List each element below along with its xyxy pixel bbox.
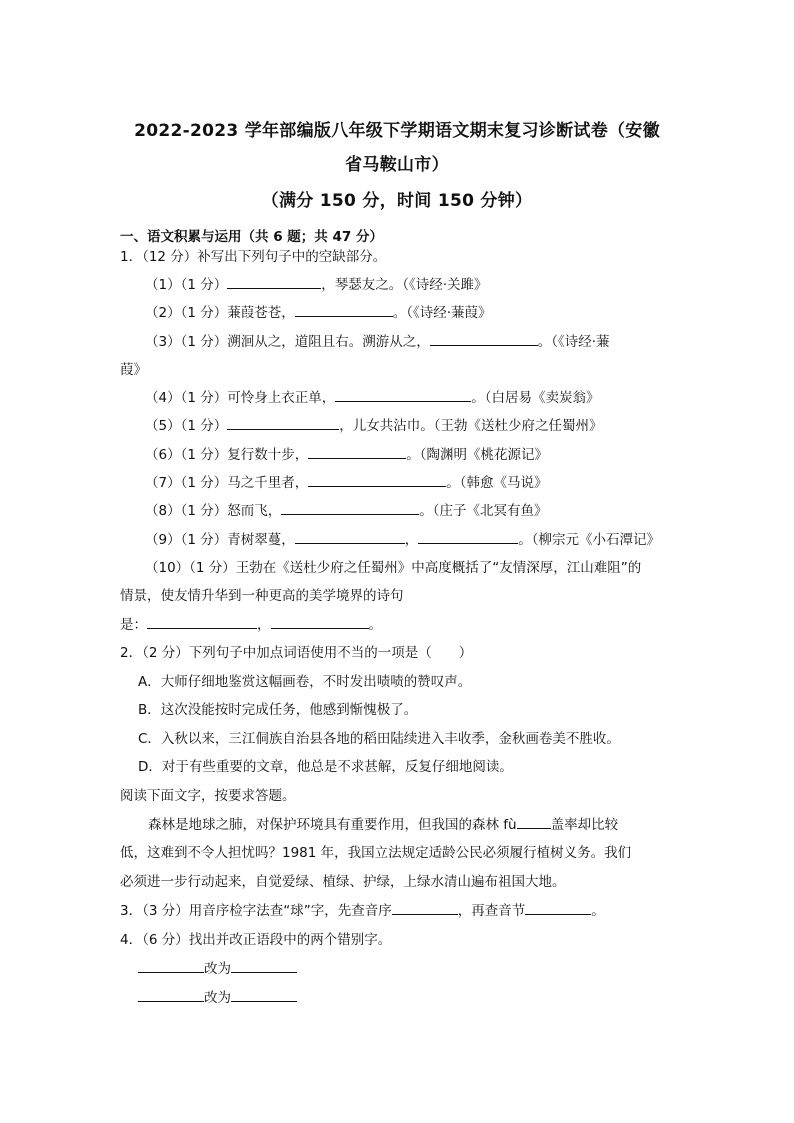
q2-option-b[interactable]: B．这次没能按时完成任务，他感到惭愧极了。 (138, 702, 418, 718)
answer-blank[interactable] (231, 958, 297, 973)
answer-blank[interactable] (430, 331, 538, 346)
answer-blank[interactable] (418, 529, 518, 544)
q3-stem: 3．（3 分）用音序检字法查“球”字，先查音序 ，再查音节 。 (120, 899, 605, 919)
answer-blank[interactable] (308, 444, 406, 459)
exam-title-line2: 省马鞍山市） (345, 155, 449, 175)
answer-blank[interactable] (335, 387, 471, 402)
answer-blank[interactable] (392, 900, 458, 915)
q1-item-1: （1）（1 分） ，琴瑟友之。（《诗经·关雎》 (145, 273, 488, 293)
answer-blank[interactable] (295, 302, 393, 317)
answer-blank[interactable] (295, 529, 405, 544)
exam-title-line1: 2022-2023 学年部编版八年级下学期语文期末复习诊断试卷（安徽 (134, 121, 660, 141)
answer-blank[interactable] (138, 987, 204, 1002)
q1-item-3: （3）（1 分）溯洄从之，道阻且右。溯游从之， 。（《诗经·蒹 (145, 330, 610, 350)
q1-item-10: （10）（1 分）王勃在《送杜少府之任蜀州》中高度概括了“友情深厚，江山难阻”的 (145, 560, 642, 576)
answer-blank[interactable] (147, 614, 257, 629)
q1-item-8: （8）（1 分）怒而飞， 。（庄子《北冥有鱼》 (145, 499, 547, 519)
q1-item-5: （5）（1 分） ，儿女共沾巾。（王勃《送杜少府之任蜀州》 (145, 414, 602, 434)
reading-instruction: 阅读下面文字，按要求答题。 (120, 788, 296, 804)
q1-item-10-line3: 是： ， 。 (120, 613, 382, 633)
q1-item-9: （9）（1 分）青树翠蔓， ， 。（柳宗元《小石潭记》 (145, 528, 660, 548)
q4-stem: 4．（6 分）找出并改正语段中的两个错别字。 (120, 932, 392, 948)
q4-correction-1: 改为 (138, 957, 297, 977)
answer-blank[interactable] (231, 987, 297, 1002)
answer-blank[interactable] (227, 415, 339, 430)
q2-option-d[interactable]: D．对于有些重要的文章，他总是不求甚解，反复仔细地阅读。 (138, 759, 513, 775)
q1-item-10-line2: 情景，使友情升华到一种更高的美学境界的诗句 (120, 588, 404, 604)
q1-item-7: （7）（1 分）马之千里者， 。（韩愈《马说》 (145, 471, 547, 491)
passage-line-1: 森林是地球之肺，对保护环境具有重要作用，但我国的森林 fù 盖率却比较 (148, 813, 618, 833)
exam-subtitle: （满分 150 分，时间 150 分钟） (261, 191, 533, 211)
answer-blank[interactable] (308, 472, 446, 487)
q2-option-a[interactable]: A．大师仔细地鉴赏这幅画卷，不时发出啧啧的赞叹声。 (138, 674, 472, 690)
answer-blank[interactable] (227, 274, 321, 289)
q1-item-2: （2）（1 分）蒹葭苍苍， 。（《诗经·蒹葭》 (145, 301, 492, 321)
q2-stem: 2．（2 分）下列句子中加点词语使用不当的一项是（ ） (120, 645, 473, 661)
q1-item-3-continued: 葭》 (120, 362, 147, 378)
q1-item-6: （6）（1 分）复行数十步， 。（陶渊明《桃花源记》 (145, 443, 548, 463)
section-heading: 一、语文积累与运用（共 6 题；共 47 分） (120, 229, 383, 245)
answer-blank[interactable] (281, 500, 419, 515)
q1-item-4: （4）（1 分）可怜身上衣正单， 。（白居易《卖炭翁》 (145, 386, 599, 406)
q1-stem: 1．（12 分）补写出下列句子中的空缺部分。 (120, 249, 387, 265)
q4-correction-2: 改为 (138, 986, 297, 1006)
passage-line-3: 必须进一步行动起来，自觉爱绿、植绿、护绿，上绿水清山遍布祖国大地。 (120, 874, 566, 890)
answer-blank[interactable] (138, 958, 204, 973)
passage-line-2: 低，这难到不令人担忧吗？1981 年，我国立法规定适龄公民必须履行植树义务。我们 (120, 845, 632, 861)
answer-blank[interactable] (271, 614, 369, 629)
answer-blank[interactable] (517, 814, 551, 829)
answer-blank[interactable] (525, 900, 591, 915)
q2-option-c[interactable]: C．入秋以来，三江侗族自治县各地的稻田陆续进入丰收季，金秋画卷美不胜收。 (138, 731, 620, 747)
